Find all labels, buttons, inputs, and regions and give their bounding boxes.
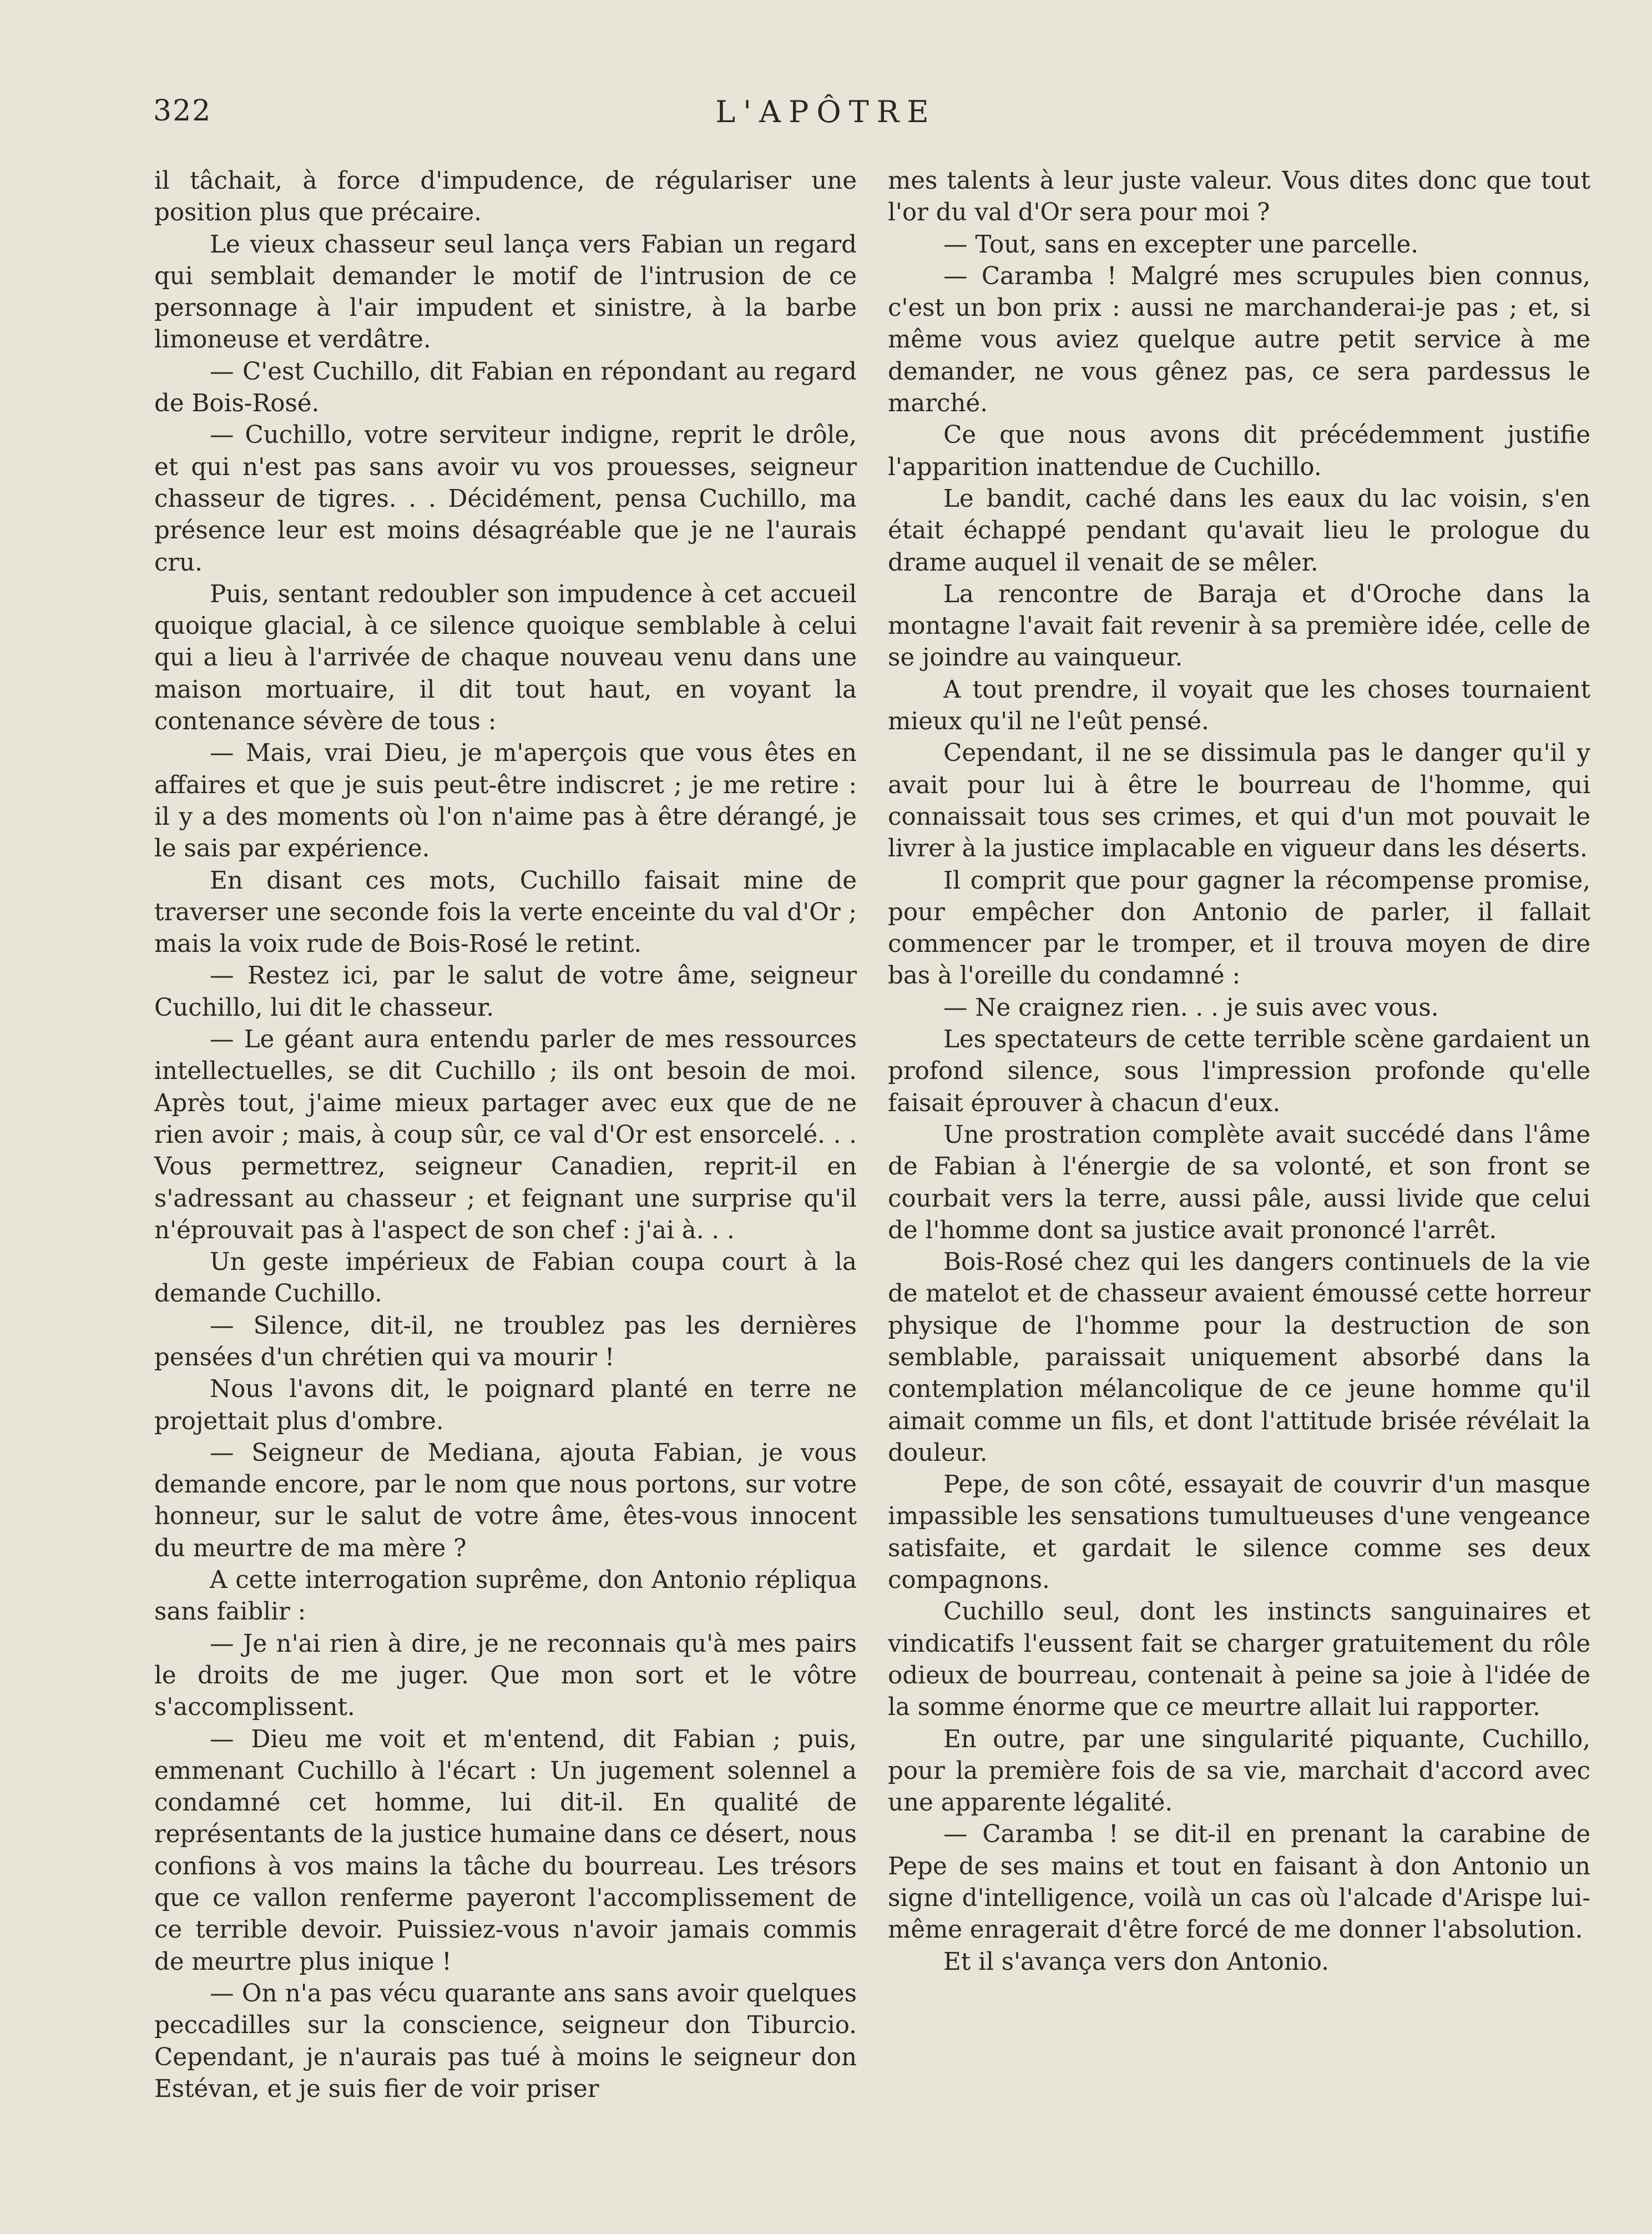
paragraph: Le vieux chasseur seul lança vers Fabian un regard qui semblait demander le motif de l'intrusion de ce personnage à l'air impudent et sinistre, à la barbe limoneuse et verdâtre. — [154, 230, 857, 354]
running-title: L'APÔTRE — [715, 94, 937, 129]
paragraph: — C'est Cuchillo, dit Fabian en répondant au regard de Bois-Rosé. — [154, 357, 857, 418]
paragraph: La rencontre de Baraja et d'Oroche dans la montagne l'avait fait revenir à sa première idée, celle de se joindre au vainqueur. — [888, 580, 1590, 672]
paragraph: il tâchait, à force d'impudence, de régulariser une position plus que précaire. — [154, 167, 857, 227]
paragraph: — Le géant aura entendu parler de mes ressources intellectuelles, se dit Cuchillo ; ils ont besoin de moi. Après tout, j'aime mieux partager avec eux que de ne rien avoir ; mais, à coup sûr, ce val d'Or est ensorcelé. . . Vous permettrez, seigneur Canadien, reprit-il en s'adressant au chasseur ; et feignant une surprise qu'il n'éprouvait pas à l'aspect de son chef : j'ai à. . . — [154, 1026, 857, 1244]
paragraph: Un geste impérieux de Fabian coupa court à la demande Cuchillo. — [154, 1248, 857, 1308]
paragraph: Cuchillo seul, dont les instincts sanguinaires et vindicatifs l'eussent fait se charger gratuitement du rôle odieux de bourreau, contenait à peine sa joie à l'idée de la somme énorme que ce meurtre allait lui rapporter. — [888, 1598, 1590, 1722]
paragraph: — Tout, sans en excepter une parcelle. — [943, 230, 1419, 259]
paragraph: A tout prendre, il voyait que les choses tournaient mieux qu'il ne l'eût pensé. — [888, 675, 1590, 736]
page-number: 322 — [153, 94, 212, 128]
paragraph: En disant ces mots, Cuchillo faisait mine de traverser une seconde fois la verte enceinte du val d'Or ; mais la voix rude de Bois-Rosé le retint. — [154, 866, 857, 959]
paragraph: Puis, sentant redoubler son impudence à cet accueil quoique glacial, à ce silence quoique semblable à celui qui a lieu à l'arrivée de chaque nouveau venu dans une maison mortuaire, il dit tout haut, en voyant la contenance sévère de tous : — [154, 580, 857, 736]
paragraph: — Caramba ! se dit-il en prenant la carabine de Pepe de ses mains et tout en faisant à don Antonio un signe d'intelligence, voilà un cas où l'alcade d'Arispe lui-même enragerait d'être forcé de me donner l'absolution. — [888, 1821, 1590, 1944]
right-column — [888, 165, 1590, 1978]
paragraph: — Silence, dit-il, ne troublez pas les dernières pensées d'un chrétien qui va mourir ! — [154, 1312, 857, 1371]
paragraph: — Restez ici, par le salut de votre âme, seigneur Cuchillo, lui dit le chasseur. — [154, 962, 857, 1022]
paragraph: — Je n'ai rien à dire, je ne reconnais qu'à mes pairs le droits de me juger. Que mon sort et le vôtre s'accomplissent. — [154, 1630, 857, 1722]
paragraph: Cependant, il ne se dissimula pas le danger qu'il y avait pour lui à être le bourreau de l'homme, qui connaissait tous ses crimes, et qui d'un mot pouvait le livrer à la justice implacable en vigueur dans les déserts. — [888, 739, 1590, 863]
paragraph: Ce que nous avons dit précédemment justifie l'apparition inattendue de Cuchillo. — [888, 421, 1590, 481]
paragraph: Il comprit que pour gagner la récompense promise, pour empêcher don Antonio de parler, il fallait commencer par le tromper, et il trouva moyen de dire bas à l'oreille du condamné : — [888, 866, 1590, 990]
paragraph: — Seigneur de Mediana, ajouta Fabian, je vous demande encore, par le nom que nous portons, sur votre honneur, sur le salut de votre âme, êtes-vous innocent du meurtre de ma mère ? — [154, 1439, 857, 1562]
paragraph: Une prostration complète avait succédé dans l'âme de Fabian à l'énergie de sa volonté, et son front se courbait vers la terre, aussi pâle, aussi livide que celui de l'homme dont sa justice avait prononcé l'arrêt. — [888, 1121, 1590, 1244]
paragraph: — Mais, vrai Dieu, je m'aperçois que vous êtes en affaires et que je suis peut-être indiscret ; je me retire : il y a des moments où l'on n'aime pas à être dérangé, je le sais par expérience. — [154, 739, 857, 863]
paragraph: — Cuchillo, votre serviteur indigne, reprit le drôle, et qui n'est pas sans avoir vu vos prouesses, seigneur chasseur de tigres. . . Décidément, pensa Cuchillo, ma présence leur est moins désagréable que je ne l'aurais cru. — [154, 421, 857, 577]
paragraph: A cette interrogation suprême, don Antonio répliqua sans faiblir : — [154, 1566, 857, 1626]
paragraph: Bois-Rosé chez qui les dangers continuels de la vie de matelot et de chasseur avaient émoussé cette horreur physique de l'homme pour la destruction de son semblable, paraissait uniquement absorbé dans la contemplation mélancolique de ce jeune homme qu'il aimait comme un fils, et dont l'attitude brisée révélait la douleur. — [888, 1248, 1590, 1467]
left-column — [154, 165, 857, 2105]
paragraph: En outre, par une singularité piquante, Cuchillo, pour la première fois de sa vie, marchait d'accord avec une apparente légalité. — [888, 1725, 1590, 1817]
paragraph: Et il s'avança vers don Antonio. — [943, 1948, 1330, 1976]
page-header — [0, 94, 1652, 139]
paragraph: Nous l'avons dit, le poignard planté en terre ne projettait plus d'ombre. — [154, 1375, 857, 1435]
paragraph: — Dieu me voit et m'entend, dit Fabian ; puis, emmenant Cuchillo à l'écart : Un jugement solennel a condamné cet homme, lui dit-il. En qualité de représentants de la justice humaine dans ce désert, nous confions à vos mains la tâche du bourreau. Les trésors que ce vallon renferme payeront l'accomplissement de ce terrible devoir. Puissiez-vous n'avoir jamais commis de meurtre plus inique ! — [154, 1725, 857, 1976]
paragraph: Le bandit, caché dans les eaux du lac voisin, s'en était échappé pendant qu'avait lieu le prologue du drame auquel il venait de se mêler. — [888, 485, 1590, 577]
paragraph: — Caramba ! Malgré mes scrupules bien connus, c'est un bon prix : aussi ne marchanderai-je pas ; et, si même vous aviez quelque autre petit service à me demander, ne vous gênez pas, ce sera pardessus le marché. — [888, 262, 1590, 418]
paragraph: mes talents à leur juste valeur. Vous dites donc que tout l'or du val d'Or sera pour moi ? — [888, 167, 1590, 227]
paragraph: Pepe, de son côté, essayait de couvrir d'un masque impassible les sensations tumultueuses d'une vengeance satisfaite, et gardait le silence comme ses deux compagnons. — [888, 1471, 1590, 1595]
paragraph: — On n'a pas vécu quarante ans sans avoir quelques peccadilles sur la conscience, seigneur don Tiburcio. Cependant, je n'aurais pas tué à moins le seigneur don Estévan, et je suis fier de voir priser — [154, 1979, 857, 2103]
paragraph: Les spectateurs de cette terrible scène gardaient un profond silence, sous l'impression profonde qu'elle faisait éprouver à chacun d'eux. — [888, 1026, 1590, 1117]
paragraph: — Ne craignez rien. . . je suis avec vous. — [943, 994, 1439, 1022]
